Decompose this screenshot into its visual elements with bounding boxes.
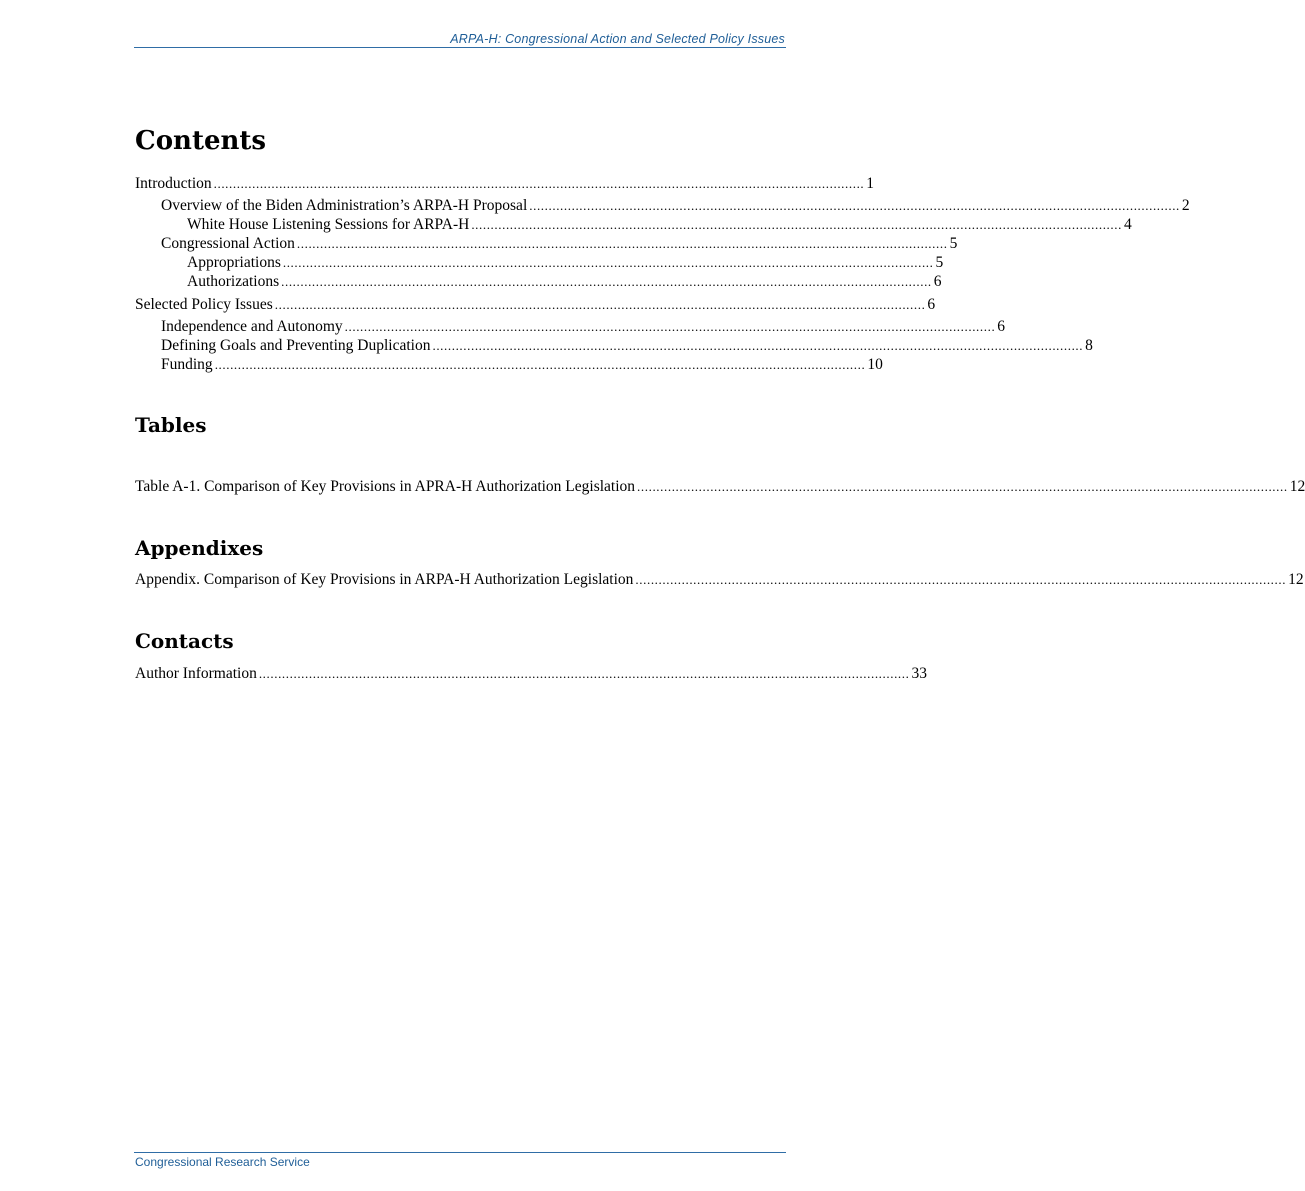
toc-entry-overview[interactable] <box>161 196 1190 215</box>
dot-leader: ......................................................................................................................................................................... <box>296 236 948 251</box>
toc-page-number: 10 <box>867 356 883 373</box>
toc-page-number: 12 <box>1288 571 1304 588</box>
contacts-heading: Contacts <box>135 629 234 653</box>
appendixes-heading: Appendixes <box>135 536 264 560</box>
contents-heading: Contents <box>135 126 267 156</box>
toc-entry-appendix[interactable] <box>135 570 1304 589</box>
toc-entry-independence[interactable] <box>161 317 1006 336</box>
toc-label: Funding <box>161 356 213 373</box>
dot-leader: ......................................................................................................................................................................... <box>258 666 910 681</box>
dot-leader: ......................................................................................................................................................................... <box>637 479 1288 494</box>
dot-leader: ......................................................................................................................................................................... <box>282 255 934 270</box>
dot-leader: ......................................................................................................................................................................... <box>432 338 1084 353</box>
dot-leader: ......................................................................................................................................................................... <box>529 198 1180 213</box>
toc-entry-appropriations[interactable] <box>187 253 944 272</box>
dot-leader: ......................................................................................................................................................................... <box>471 217 1122 232</box>
footer-label: Congressional Research Service <box>135 1155 310 1169</box>
toc-label: Appendix. Comparison of Key Provisions in ARPA-H Authorization Legislation <box>135 571 634 588</box>
toc-page-number: 5 <box>935 254 944 271</box>
toc-label: Overview of the Biden Administration’s ARPA-H Proposal <box>161 197 528 214</box>
toc-label: Defining Goals and Preventing Duplication <box>161 337 431 354</box>
toc-label: White House Listening Sessions for ARPA-H <box>187 216 470 233</box>
running-header: ARPA-H: Congressional Action and Selected Policy Issues <box>450 32 785 46</box>
toc-page-number: 5 <box>949 235 958 252</box>
toc-page-number: 1 <box>866 175 875 192</box>
toc-page-number: 6 <box>933 273 942 290</box>
toc-entry-congressional-action[interactable] <box>161 234 958 253</box>
toc-entry-listening-sessions[interactable] <box>187 215 1132 234</box>
toc-label: Congressional Action <box>161 235 295 252</box>
toc-page-number: 8 <box>1085 337 1093 354</box>
toc-page-number: 12 <box>1289 478 1305 495</box>
toc-page-number: 6 <box>927 296 936 313</box>
toc-page-number: 2 <box>1181 197 1190 214</box>
toc-label: Appropriations <box>187 254 281 271</box>
dot-leader: ......................................................................................................................................................................... <box>274 297 926 312</box>
toc-entry-table-a1[interactable] <box>135 477 1305 496</box>
toc-page-number: 4 <box>1123 216 1132 233</box>
toc-entry-selected-policy-issues[interactable] <box>135 295 936 314</box>
toc-label: Table A-1. Comparison of Key Provisions in APRA-H Authorization Legislation <box>135 478 636 495</box>
dot-leader: ......................................................................................................................................................................... <box>281 274 932 289</box>
toc-entry-introduction[interactable] <box>135 174 875 193</box>
footer-rule <box>134 1152 786 1153</box>
toc-entry-authorizations[interactable] <box>187 272 942 291</box>
toc-label: Introduction <box>135 175 212 192</box>
dot-leader: ......................................................................................................................................................................... <box>213 176 865 191</box>
tables-heading: Tables <box>135 413 207 437</box>
toc-label: Author Information <box>135 665 257 682</box>
dot-leader: ......................................................................................................................................................................... <box>344 319 996 334</box>
dot-leader: ......................................................................................................................................................................... <box>635 572 1287 587</box>
toc-entry-defining-goals[interactable] <box>161 336 1093 355</box>
toc-page-number: 6 <box>997 318 1006 335</box>
toc-label: Authorizations <box>187 273 280 290</box>
toc-entry-funding[interactable] <box>161 355 883 374</box>
toc-entry-author-information[interactable] <box>135 664 927 683</box>
toc-page-number: 33 <box>911 665 927 682</box>
header-rule <box>134 47 786 48</box>
toc-label: Independence and Autonomy <box>161 318 343 335</box>
dot-leader: ......................................................................................................................................................................... <box>214 357 866 372</box>
toc-label: Selected Policy Issues <box>135 296 273 313</box>
